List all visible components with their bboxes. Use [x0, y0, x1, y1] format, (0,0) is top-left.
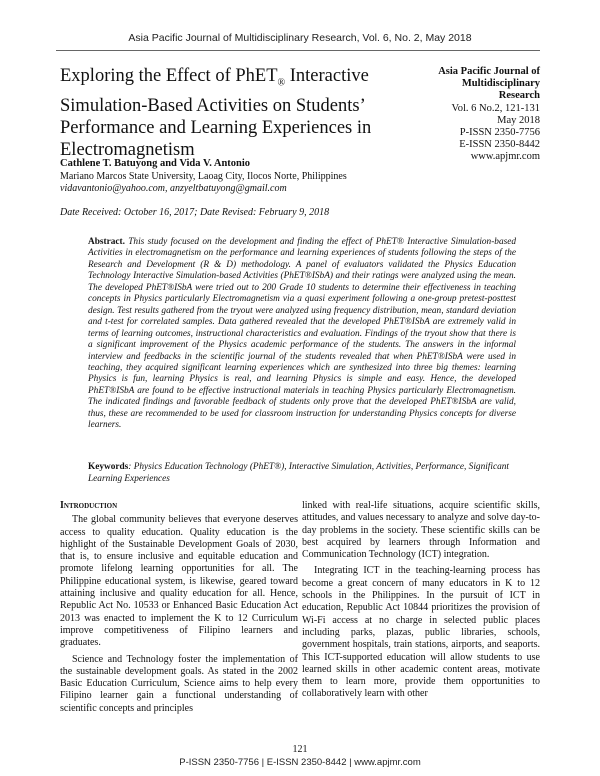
- e-issn: E-ISSN 2350-8442: [459, 139, 540, 151]
- paragraph: Integrating ICT in the teaching-learning process has become a great concern of many educators in K to 12 schools in the Philippines. In the pursuit of ICT in education, Republic Act 10844 prioritizes the provision of Wi-Fi access at no charge in selected public places including parks, plazas, public libraries, schools, government hospitals, train stations, airports, and seaports. This ICT-supported education will allow students to use learned skills in other academic content areas, motivate them to learn more, provide them opportunities to collaboratively learn with other: [302, 565, 540, 700]
- section-heading-introduction: Introduction: [60, 500, 118, 511]
- keywords: [88, 462, 516, 485]
- author-names: Cathlene T. Batuyong and Vida V. Antonio: [60, 158, 251, 169]
- abstract-label: Abstract.: [88, 237, 125, 247]
- date-info: Date Received: October 16, 2017; Date Revised: February 9, 2018: [60, 207, 330, 218]
- title-registered-mark: ®: [277, 77, 286, 89]
- issue-date: May 2018: [497, 114, 540, 126]
- paper-title: [60, 65, 380, 161]
- journal-info: [420, 66, 540, 164]
- abstract-body: This study focused on the development and finding the effect of PhET® Interactive Simulation-based Activities in electromagnetism on the performance and learning experiences of students following the steps of the Research and Development (R & D) methodology. A panel of evaluators validated the Physics Education Technology Interactive Simulation-based Activities (PhET®ISbA) and their ratings were analyzed using the mean. The developed PhET®ISbA were tried out to 200 Grade 10 students to determine their effectiveness in teaching concepts in Physics particularly Electromagnetism via a quasi experiment following a one-group pretest-posttest design. Test results gathered from the tryout were analyzed using frequency distribution, mean, standard deviation and t-test for correlated samples. Data gathered revealed that the developed PhET®ISbA are extremely valid in terms of learning outcomes, instructional characteristics and evaluation. Findings of the tryout show that there is a significant improvement of the Physics academic performance of the students. The answers in the informal interview and feedbacks in the scientific journal of the students revealed that when PhET®ISbA were used in teaching, they acquired significant learning experiences which are synthesized into three big themes: learning Physics is fun, learning Physics is real, and learning Physics is simple and easy. Hence, the developed PhET®ISbA are found to be effective instructional materials in teaching Physics particularly Electromagnetism. The indicated findings and favorable feedback of students only prove that the developed PhET®ISbA are valid, thus, these are recommended to be used for classroom instruction for understanding Physics concepts for diverse learners.: [88, 237, 516, 431]
- body-column-left: [60, 500, 298, 719]
- paragraph: linked with real-life situations, acquire scientific skills, attitudes, and values necessary to analyze and solve day-to-day problems in the society. These scientific skills can be best acquired by learners through Information and Communication Technology (ICT) integration.: [302, 500, 540, 561]
- volume-pages: Vol. 6 No.2, 121-131: [451, 102, 540, 114]
- abstract: [88, 237, 516, 432]
- author-affiliation: Mariano Marcos State University, Laoag City, Ilocos Norte, Philippines: [60, 171, 347, 182]
- header-divider: [56, 50, 540, 51]
- keywords-label: Keywords: [88, 462, 129, 472]
- p-issn: P-ISSN 2350-7756: [459, 127, 540, 139]
- title-prefix: Exploring the Effect of PhET: [60, 66, 278, 86]
- journal-name-line2: Multidisciplinary: [461, 78, 540, 90]
- author-emails[interactable]: vidavantonio@yahoo.com, anzyeltbatuyong@gmail.com: [60, 183, 287, 194]
- footer-issn: P-ISSN 2350-7756 | E-ISSN 2350-8442 | www.apjmr.com: [179, 757, 421, 768]
- journal-name-line3: Research: [498, 90, 540, 102]
- journal-website[interactable]: www.apjmr.com: [470, 151, 540, 163]
- keywords-body: : Physics Education Technology (PhET®), Interactive Simulation, Activities, Performance, Significant Learning Experiences: [88, 462, 509, 484]
- body-column-right: [302, 500, 540, 705]
- page-number: 121: [292, 744, 308, 755]
- paragraph: Science and Technology foster the implementation of the sustainable development goals. As stated in the 2002 Basic Education Curriculum, Science aims to help every Filipino learner gain a functional understanding of scientific concepts and principles: [60, 653, 298, 714]
- paragraph: The global community believes that everyone deserves access to quality education. Quality education is the highlight of the Sustainable Development Goals of 2030, that is, to ensure inclusive and equitable education and promote lifelong learning opportunities for all. The Philippine educational system, is likewise, geared toward attaining inclusive and quality education for all. Hence, Republic Act No. 10533 or Enhanced Basic Education Act 2013 was enacted to implement the K to 12 Curriculum improve competitiveness of Filipino learners and graduates.: [60, 514, 298, 649]
- journal-name-line1: Asia Pacific Journal of: [438, 66, 540, 77]
- title-rest: Interactive Simulation-Based Activities on Students’ Performance and Learning Experiences in Electromagnetism: [60, 66, 372, 160]
- running-head: Asia Pacific Journal of Multidisciplinary Research, Vol. 6, No. 2, May 2018: [128, 32, 472, 44]
